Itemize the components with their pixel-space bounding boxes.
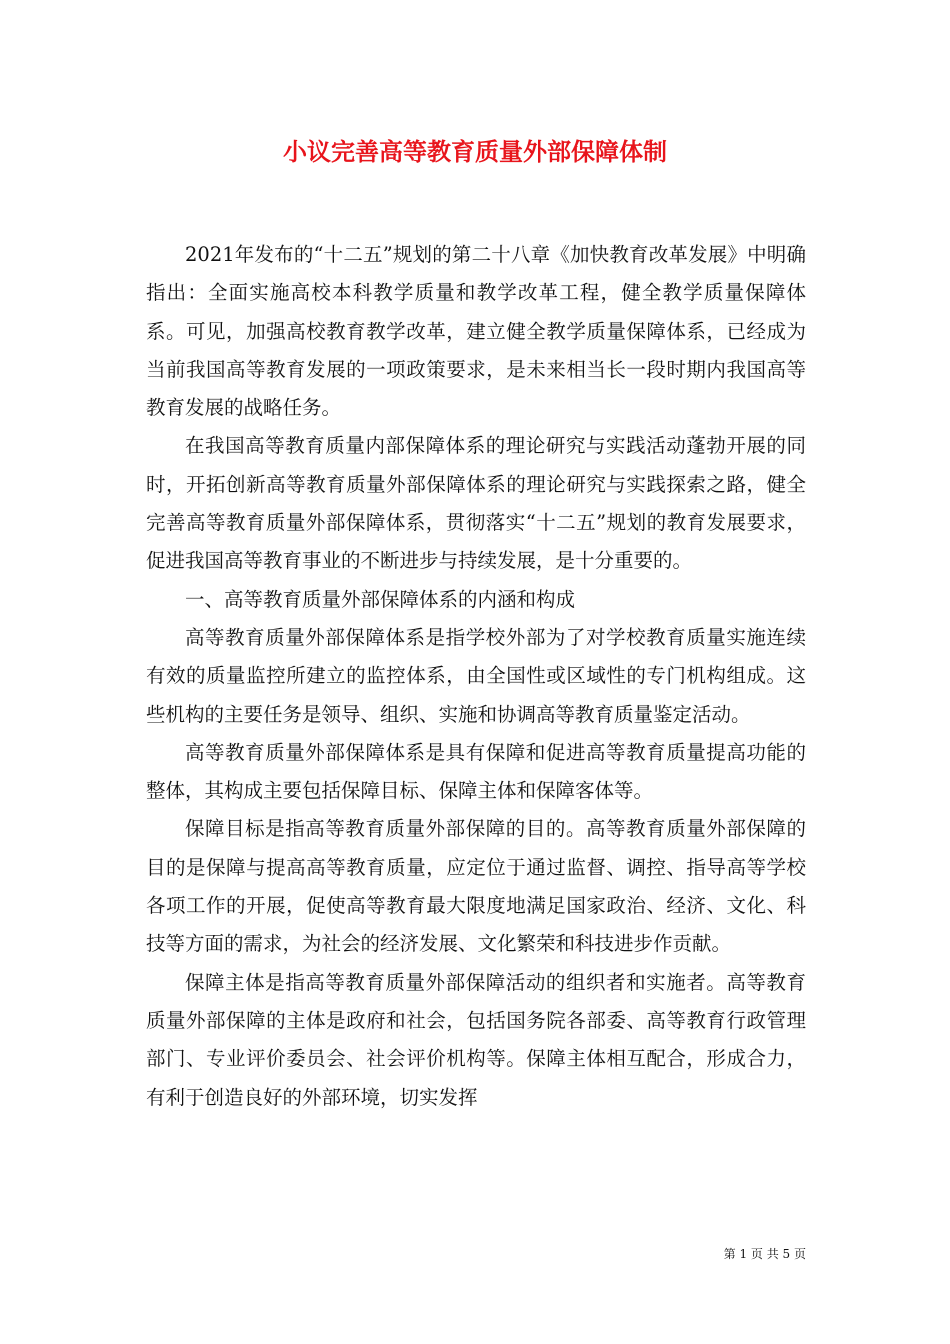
page-number: 第 1 页 共 5 页 xyxy=(723,1247,806,1261)
paragraph-1: 2021年发布的“十二五”规划的第二十八章《加快教育改革发展》中明确指出：全面实施高校本科教学质量和教学改革工程，健全教学质量保障体系。可见，加强高校教育教学改革，建立健全教学质量保障体系，已经成为当前我国高等教育发展的一项政策要求，是未来相当长一段时期内我国高等教育发展的战略任务。 xyxy=(146,243,806,420)
paragraph-5: 保障目标是指高等教育质量外部保障的目的。高等教育质量外部保障的目的是保障与提高高等教育质量，应定位于通过监督、调控、指导高等学校各项工作的开展，促使高等教育最大限度地满足国家政治、经济、文化、科技等方面的需求，为社会的经济发展、文化繁荣和科技进步作贡献。 xyxy=(146,817,806,956)
paragraph-3: 高等教育质量外部保障体系是指学校外部为了对学校教育质量实施连续有效的质量监控所建立的监控体系，由全国性或区域性的专门机构组成。这些机构的主要任务是领导、组织、实施和协调高等教育质量鉴定活动。 xyxy=(146,625,806,726)
document-title: 小议完善高等教育质量外部保障体制 xyxy=(283,137,667,166)
paragraph-2: 在我国高等教育质量内部保障体系的理论研究与实践活动蓬勃开展的同时，开拓创新高等教育质量外部保障体系的理论研究与实践探索之路，健全完善高等教育质量外部保障体系，贯彻落实“十二五”规划的教育发展要求，促进我国高等教育事业的不断进步与持续发展，是十分重要的。 xyxy=(146,434,806,573)
paragraph-4: 高等教育质量外部保障体系是具有保障和促进高等教育质量提高功能的整体，其构成主要包括保障目标、保障主体和保障客体等。 xyxy=(146,740,806,803)
section-heading-1: 一、高等教育质量外部保障体系的内涵和构成 xyxy=(185,587,576,611)
paragraph-6: 保障主体是指高等教育质量外部保障活动的组织者和实施者。高等教育质量外部保障的主体是政府和社会，包括国务院各部委、高等教育行政管理部门、专业评价委员会、社会评价机构等。保障主体相互配合，形成合力，有利于创造良好的外部环境，切实发挥 xyxy=(146,970,806,1109)
document-body xyxy=(146,236,806,1117)
